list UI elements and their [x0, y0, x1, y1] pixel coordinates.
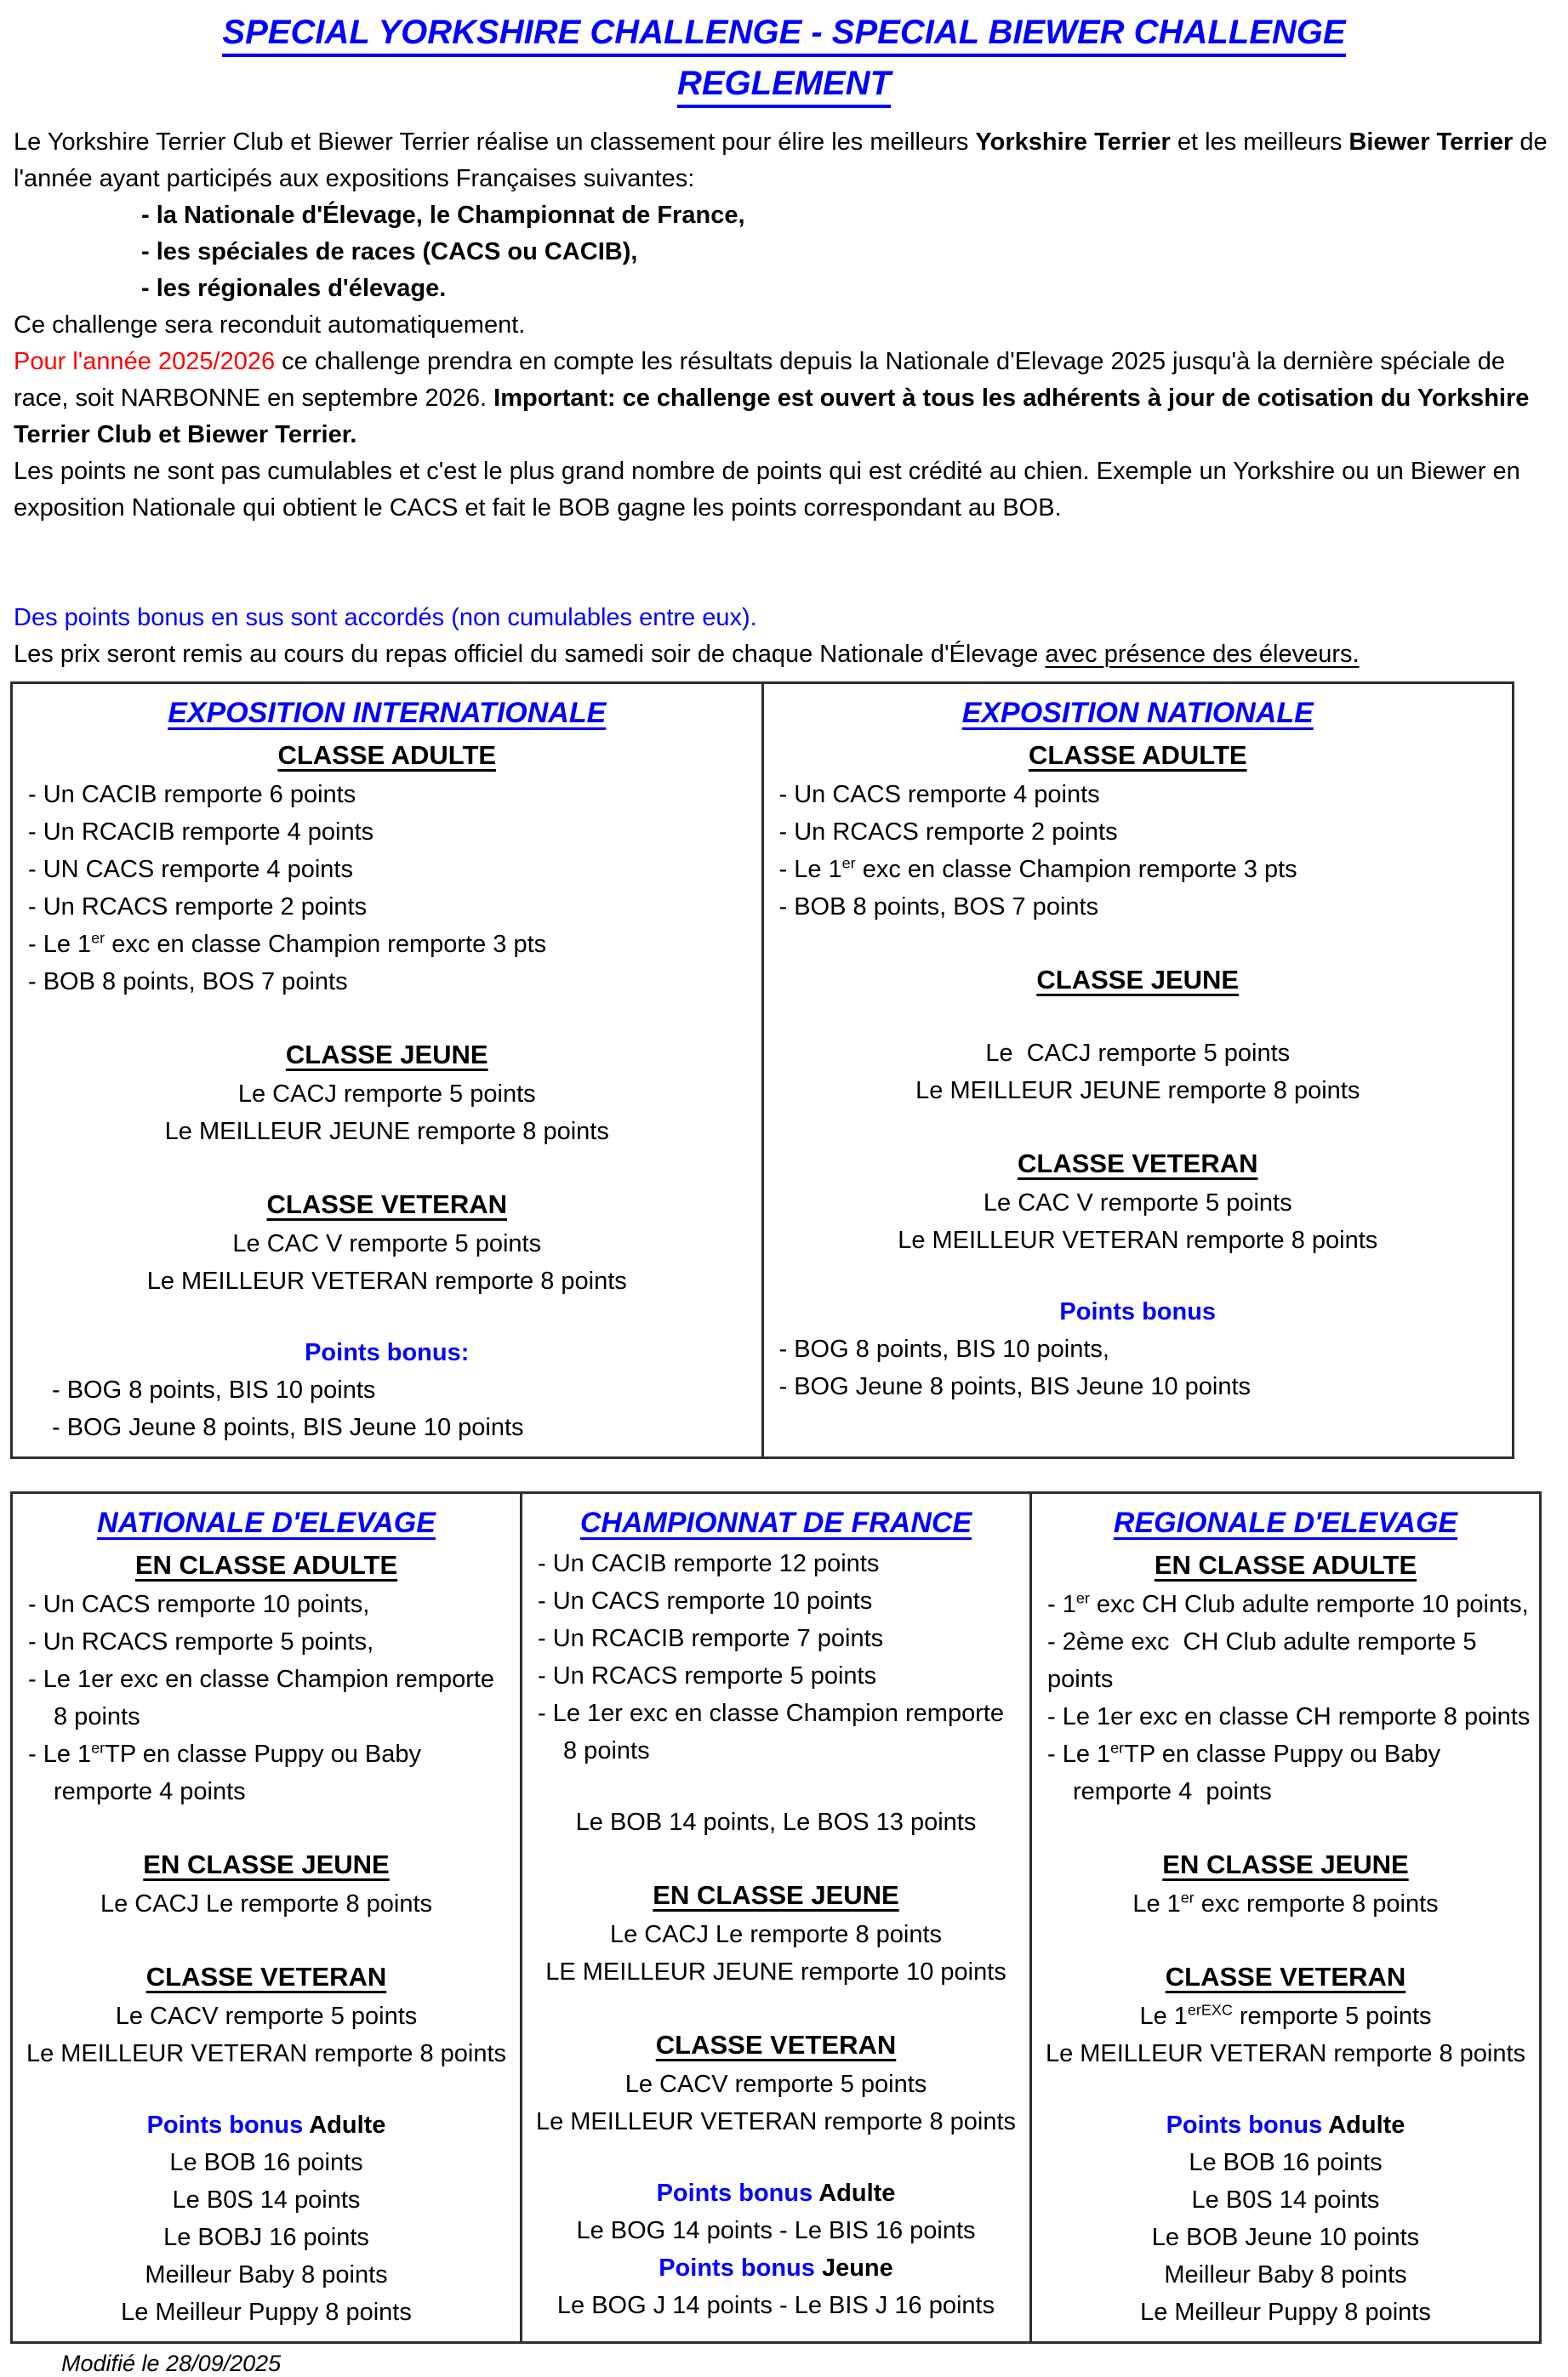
- text-segment: Les points ne sont pas cumulables et c'est le plus grand nombre de points qui est crédité au chien. Exemple un Yorkshire ou un Biewer en exposition Nationale qui obtient le CACS et fait le BOB gagne les points correspondant au BOB.: [14, 458, 1527, 522]
- center-line: [531, 1953, 1021, 1991]
- text-segment: Biewer Terrier: [1348, 128, 1514, 156]
- text-segment: Le MEILLEUR VETERAN remporte 8 points: [898, 1227, 1378, 1254]
- text-segment: - BOG 8 points, BIS 10 points: [52, 1377, 376, 1404]
- text-segment: Points bonus:: [305, 1339, 470, 1366]
- center-line: [773, 1293, 1504, 1331]
- text-segment: Adulte: [303, 2112, 386, 2139]
- table-row: [12, 1493, 1541, 2343]
- text-segment: - Le 1er exc en classe Champion remporte: [538, 1700, 1005, 1727]
- bullet-line: [531, 1732, 1021, 1770]
- text-segment: CLASSE JEUNE: [1036, 965, 1240, 995]
- text-segment: - la Nationale d'Élevage, le Championnat de France,: [141, 202, 745, 229]
- text-segment: Le Yorkshire Terrier Club et Biewer Terrier réalise un classement pour élire les meilleurs: [14, 128, 976, 156]
- text-segment: Le MEILLEUR JEUNE remporte 8 points: [164, 1118, 609, 1145]
- elevage-points-table: [10, 1491, 1542, 2344]
- class-heading: [21, 735, 753, 776]
- text-segment: Le BOB Jeune 10 points: [1151, 2224, 1420, 2251]
- text-segment: CLASSE VETERAN: [1165, 1962, 1406, 1992]
- text-segment: Points bonus: [1059, 1298, 1217, 1325]
- modified-date: Modifié le 28/09/2025: [61, 2351, 282, 2376]
- text-segment: Le B0S 14 points: [172, 2186, 361, 2214]
- text-segment: - Un RCACS remporte 5 points,: [28, 1628, 374, 1656]
- text-segment: Le MEILLEUR VETERAN remporte 8 points: [535, 2108, 1017, 2135]
- bullet-line: [531, 1695, 1021, 1732]
- bullet-line: [21, 926, 753, 963]
- text-segment: Le MEILLEUR VETERAN remporte 8 points: [1045, 2040, 1526, 2067]
- class-heading: [773, 1143, 1504, 1184]
- text-segment: - BOG 8 points, BIS 10 points,: [778, 1336, 1109, 1363]
- text-segment: CLASSE VETERAN: [266, 1189, 507, 1219]
- exposition-points-table: [10, 681, 1514, 1459]
- center-line: [531, 2249, 1021, 2287]
- text-segment: EN CLASSE ADULTE: [1154, 1550, 1417, 1580]
- center-line: [21, 2294, 511, 2331]
- text-segment: - Le 1: [28, 931, 92, 958]
- text-segment: 8 points: [54, 1703, 140, 1730]
- paragraph: [14, 234, 1554, 271]
- text-segment: - UN CACS remporte 4 points: [28, 856, 353, 883]
- text-segment: - BOB 8 points, BOS 7 points: [778, 893, 1099, 921]
- text-segment: - BOG Jeune 8 points, BIS Jeune 10 points: [778, 1373, 1252, 1400]
- bullet-line: [21, 1371, 753, 1409]
- spacer: [773, 1000, 1504, 1035]
- paragraph: [14, 307, 1554, 344]
- text-segment: - Un RCACS remporte 5 points: [538, 1662, 877, 1690]
- text-segment: CLASSE VETERAN: [1018, 1149, 1258, 1178]
- text-segment: - Le 1: [1047, 1741, 1111, 1768]
- center-line: [1041, 2181, 1531, 2219]
- text-segment: REGIONALE D'ELEVAGE: [1113, 1507, 1458, 1539]
- center-line: [21, 1225, 753, 1263]
- text-segment: er: [91, 929, 105, 947]
- text-segment: er: [91, 1739, 105, 1757]
- center-line: [1041, 2294, 1531, 2331]
- table-row: [12, 683, 1514, 1458]
- text-segment: remporte 4 points: [1073, 1778, 1272, 1805]
- text-segment: remporte 5 points: [1232, 2003, 1432, 2030]
- bullet-line: [21, 1409, 753, 1446]
- center-line: [1041, 2106, 1531, 2144]
- text-segment: - Un CACIB remporte 6 points: [28, 781, 356, 808]
- cell-title: [773, 691, 1504, 735]
- text-segment: Points bonus: [1166, 2112, 1323, 2139]
- bullet-line: [773, 1331, 1504, 1368]
- text-segment: NATIONALE D'ELEVAGE: [97, 1507, 436, 1539]
- paragraph: [14, 124, 1554, 197]
- text-segment: erEXC: [1187, 2001, 1233, 2019]
- bullet-line: [773, 813, 1504, 851]
- text-segment: Le CACJ remporte 5 points: [985, 1040, 1291, 1067]
- text-segment: - Un CACS remporte 4 points: [778, 781, 1100, 808]
- spacer: [21, 1000, 753, 1035]
- text-segment: exc en classe Champion remporte 3 pts: [855, 856, 1297, 883]
- center-line: [531, 2103, 1021, 2140]
- text-segment: CLASSE ADULTE: [1028, 740, 1247, 770]
- text-segment: - les spéciales de races (CACS ou CACIB),: [141, 238, 638, 265]
- text-segment: CLASSE ADULTE: [277, 740, 497, 770]
- text-segment: Le 1: [1132, 1890, 1181, 1918]
- text-segment: Le MEILLEUR VETERAN remporte 8 points: [26, 2040, 507, 2067]
- spacer: [773, 1259, 1504, 1293]
- paragraph: [14, 271, 1554, 307]
- text-segment: ce challenge prendra en compte les résultats depuis la Nationale d'Elevage 2025 jusqu'à la dernière spéciale de race, soit NARBONNE en septembre 2026.: [14, 348, 1513, 412]
- text-segment: Le MEILLEUR VETERAN remporte 8 points: [146, 1268, 627, 1295]
- bullet-line: [21, 776, 753, 813]
- text-segment: Le CACJ remporte 5 points: [237, 1080, 536, 1108]
- text-segment: Points bonus: [659, 2254, 815, 2282]
- class-heading: [773, 960, 1504, 1000]
- text-segment: Points bonus: [656, 2180, 813, 2207]
- text-segment: Le 1: [1139, 2003, 1188, 2030]
- center-line: [21, 2035, 511, 2072]
- center-line: [1041, 1998, 1531, 2035]
- document-title: [0, 14, 1568, 116]
- bullet-line: [531, 1657, 1021, 1695]
- spacer: [531, 2140, 1021, 2175]
- text-segment: - Un RCACIB remporte 4 points: [28, 818, 374, 846]
- center-line: [21, 1334, 753, 1371]
- spacer: [531, 1770, 1021, 1804]
- text-segment: EN CLASSE JEUNE: [1162, 1850, 1409, 1879]
- text-segment: TP en classe Puppy ou Baby: [105, 1741, 422, 1768]
- center-line: [21, 1998, 511, 2035]
- center-line: [21, 2106, 511, 2144]
- text-segment: et les meilleurs: [1170, 128, 1349, 156]
- text-segment: Pour l'année 2025/2026: [14, 348, 276, 375]
- center-line: [1041, 1885, 1531, 1923]
- cell-title: [21, 1501, 511, 1545]
- center-line: [531, 2066, 1021, 2103]
- text-segment: er: [1180, 1889, 1195, 1907]
- spacer: [531, 1841, 1021, 1875]
- bullet-line: [21, 1586, 511, 1623]
- text-segment: EN CLASSE JEUNE: [143, 1850, 390, 1879]
- class-heading: [531, 2025, 1021, 2066]
- text-segment: Meilleur Baby 8 points: [1164, 2261, 1407, 2289]
- text-segment: 8 points: [563, 1737, 650, 1764]
- center-line: [21, 2144, 511, 2181]
- text-segment: Le BOG J 14 points - Le BIS J 16 points: [556, 2292, 995, 2319]
- text-segment: Le BOB 16 points: [169, 2149, 363, 2176]
- center-line: [21, 1885, 511, 1923]
- bullet-line: [21, 888, 753, 926]
- text-segment: EN CLASSE JEUNE: [653, 1880, 899, 1910]
- text-segment: Important: ce challenge est ouvert à tous les adhérents à jour de cotisation du Yorkshire Terrier Club et Biewer Terrier.: [14, 385, 1537, 448]
- text-segment: CHAMPIONNAT DE FRANCE: [579, 1507, 972, 1539]
- center-line: [21, 2256, 511, 2294]
- center-line: [21, 1263, 753, 1300]
- class-heading: [21, 1957, 511, 1998]
- text-segment: EN CLASSE ADULTE: [134, 1550, 398, 1580]
- text-segment: Le CACV remporte 5 points: [115, 2003, 418, 2030]
- class-heading: [1041, 1844, 1531, 1885]
- bullet-line: [1041, 1773, 1531, 1810]
- text-segment: Des points bonus en sus sont accordés (non cumulables entre eux).: [14, 604, 757, 631]
- bullet-line: [21, 963, 753, 1000]
- text-segment: - les régionales d'élevage.: [141, 275, 447, 302]
- text-segment: - Un CACS remporte 10 points: [538, 1588, 873, 1615]
- center-line: [531, 1916, 1021, 1953]
- center-line: [1041, 2144, 1531, 2181]
- center-line: [1041, 2219, 1531, 2256]
- text-segment: - 1: [1047, 1591, 1076, 1618]
- text-segment: er: [841, 854, 856, 872]
- text-segment: - BOG Jeune 8 points, BIS Jeune 10 points: [52, 1414, 524, 1441]
- class-heading: [21, 1545, 511, 1586]
- center-line: [773, 1072, 1504, 1109]
- class-heading: [1041, 1957, 1531, 1998]
- championnat-de-france-cell: [522, 1493, 1031, 2343]
- text-segment: CLASSE VETERAN: [145, 1962, 387, 1992]
- text-segment: Adulte: [1322, 2112, 1405, 2139]
- center-line: [1041, 2035, 1531, 2072]
- bullet-line: [21, 1773, 511, 1810]
- text-segment: - Un CACIB remporte 12 points: [538, 1550, 880, 1577]
- text-segment: Le Meilleur Puppy 8 points: [1140, 2299, 1431, 2326]
- spacer: [1041, 1810, 1531, 1844]
- center-line: [531, 2212, 1021, 2249]
- document-title-line1: SPECIAL YORKSHIRE CHALLENGE - SPECIAL BIEWER CHALLENGE: [222, 14, 1345, 57]
- center-line: [21, 2219, 511, 2256]
- center-line: [21, 2181, 511, 2219]
- bullet-line: [773, 1368, 1504, 1405]
- text-segment: Le CAC V remporte 5 points: [232, 1230, 542, 1257]
- spacer: [21, 1150, 753, 1184]
- bullet-line: [1041, 1698, 1531, 1736]
- bullet-line: [1041, 1736, 1531, 1773]
- class-heading: [21, 1184, 753, 1225]
- center-line: [773, 1035, 1504, 1072]
- center-line: [531, 1804, 1021, 1841]
- spacer: [1041, 1923, 1531, 1957]
- bullet-line: [531, 1545, 1021, 1582]
- class-heading: [21, 1035, 753, 1075]
- bullet-line: [773, 851, 1504, 888]
- text-segment: Le CACJ Le remporte 8 points: [100, 1890, 433, 1918]
- text-segment: Le Meilleur Puppy 8 points: [121, 2299, 412, 2326]
- text-segment: - Un RCACIB remporte 7 points: [538, 1625, 884, 1652]
- text-segment: Le B0S 14 points: [1191, 2186, 1380, 2214]
- spacer: [21, 2072, 511, 2106]
- text-segment: avec présence des éleveurs.: [1045, 641, 1360, 668]
- bullet-line: [1041, 1623, 1531, 1698]
- center-line: [531, 2287, 1021, 2324]
- text-segment: - Le 1er exc en classe Champion remporte: [28, 1666, 495, 1693]
- document-title-line2: REGLEMENT: [677, 65, 891, 108]
- exposition-internationale-cell: [12, 683, 763, 1458]
- text-segment: remporte 4 points: [54, 1778, 246, 1805]
- spacer: [773, 926, 1504, 960]
- paragraph: [14, 453, 1554, 527]
- text-segment: LE MEILLEUR JEUNE remporte 10 points: [545, 1958, 1006, 1986]
- text-segment: - Un RCACS remporte 2 points: [778, 818, 1118, 846]
- text-segment: Points bonus: [146, 2112, 304, 2139]
- nationale-elevage-cell: [12, 1493, 522, 2343]
- cell-title: [1041, 1501, 1531, 1545]
- text-segment: Le BOBJ 16 points: [163, 2224, 369, 2251]
- text-segment: - Un CACS remporte 10 points,: [28, 1591, 370, 1618]
- bullet-line: [773, 888, 1504, 926]
- text-segment: Meilleur Baby 8 points: [145, 2261, 388, 2289]
- text-segment: EXPOSITION INTERNATIONALE: [168, 697, 607, 729]
- text-segment: TP en classe Puppy ou Baby: [1124, 1741, 1441, 1768]
- bullet-line: [1041, 1586, 1531, 1623]
- bullet-line: [531, 1582, 1021, 1620]
- text-segment: - Le 1: [28, 1741, 92, 1768]
- class-heading: [531, 1875, 1021, 1916]
- text-segment: - Un RCACS remporte 2 points: [28, 893, 368, 921]
- paragraph: [14, 600, 1554, 636]
- text-segment: exc remporte 8 points: [1194, 1890, 1439, 1918]
- text-segment: Le BOB 14 points, Le BOS 13 points: [575, 1809, 977, 1836]
- class-heading: [773, 735, 1504, 776]
- center-line: [773, 1184, 1504, 1222]
- center-line: [773, 1222, 1504, 1259]
- center-line: [21, 1075, 753, 1113]
- paragraph: [14, 344, 1554, 453]
- text-segment: - 2ème exc CH Club adulte remporte 5 points: [1047, 1628, 1484, 1693]
- spacer: [21, 1810, 511, 1844]
- spacer: [531, 1991, 1021, 2025]
- center-line: [21, 1113, 753, 1150]
- bullet-line: [21, 1736, 511, 1773]
- text-segment: - BOB 8 points, BOS 7 points: [28, 968, 348, 995]
- bullet-line: [21, 1698, 511, 1736]
- bullet-line: [21, 1623, 511, 1661]
- center-line: [1041, 2256, 1531, 2294]
- text-segment: Le BOG 14 points - Le BIS 16 points: [576, 2217, 976, 2244]
- bullet-line: [21, 1661, 511, 1698]
- class-heading: [1041, 1545, 1531, 1586]
- intro-section: [0, 121, 1568, 673]
- text-segment: CLASSE JEUNE: [285, 1040, 488, 1069]
- text-segment: Les prix seront remis au cours du repas officiel du samedi soir de chaque Nationale d'Élevage: [14, 641, 1046, 668]
- regionale-elevage-cell: [1031, 1493, 1541, 2343]
- paragraph: [14, 636, 1554, 673]
- text-segment: er: [1110, 1739, 1125, 1757]
- text-segment: CLASSE VETERAN: [655, 2030, 897, 2060]
- bullet-line: [21, 813, 753, 851]
- text-segment: Adulte: [813, 2180, 896, 2207]
- cell-title: [21, 691, 753, 735]
- bullet-line: [531, 1620, 1021, 1657]
- text-segment: Yorkshire Terrier: [975, 128, 1171, 156]
- spacer: [14, 527, 1554, 600]
- exposition-nationale-cell: [762, 683, 1514, 1458]
- spacer: [21, 1923, 511, 1957]
- text-segment: - Le 1: [778, 856, 842, 883]
- spacer: [1041, 2072, 1531, 2106]
- cell-title: [531, 1501, 1021, 1545]
- text-segment: Le CACV remporte 5 points: [624, 2071, 927, 2098]
- text-segment: Le CACJ Le remporte 8 points: [609, 1921, 943, 1948]
- text-segment: Jeune: [814, 2254, 893, 2282]
- text-segment: Ce challenge sera reconduit automatiquement.: [14, 311, 526, 339]
- spacer: [773, 1109, 1504, 1143]
- text-segment: exc CH Club adulte remporte 10 points,: [1089, 1591, 1529, 1618]
- bullet-line: [773, 776, 1504, 813]
- text-segment: Le MEILLEUR JEUNE remporte 8 points: [915, 1077, 1360, 1104]
- spacer: [21, 1300, 753, 1334]
- text-segment: Le CAC V remporte 5 points: [983, 1189, 1292, 1217]
- text-segment: de l'année ayant participés aux expositions Françaises suivantes:: [14, 128, 1554, 192]
- text-segment: Le BOB 16 points: [1189, 2149, 1383, 2176]
- class-heading: [21, 1844, 511, 1885]
- text-segment: - Le 1er exc en classe CH remporte 8 points: [1047, 1703, 1531, 1730]
- bullet-line: [21, 851, 753, 888]
- text-segment: exc en classe Champion remporte 3 pts: [105, 931, 547, 958]
- center-line: [531, 2175, 1021, 2212]
- text-segment: EXPOSITION NATIONALE: [961, 697, 1314, 729]
- paragraph: [14, 197, 1554, 234]
- text-segment: er: [1075, 1589, 1090, 1607]
